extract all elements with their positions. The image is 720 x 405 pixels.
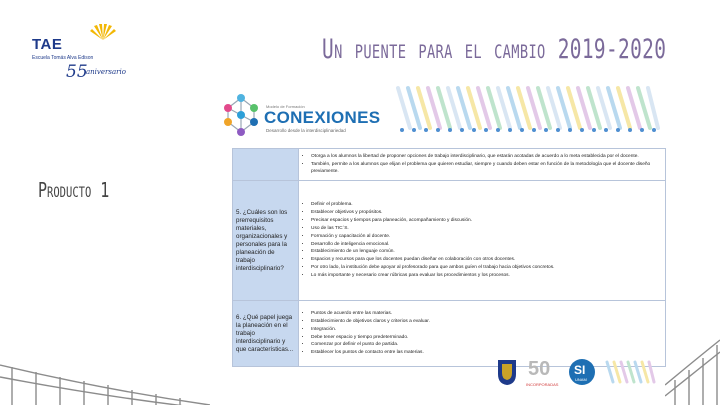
answer-item: • Desarrollo de inteligencia emocional.: [311, 241, 665, 249]
brand-name: CONEXIONES: [264, 108, 381, 127]
document-panel: [220, 84, 666, 356]
logo-50-subtitle: INCORPORADAS: [526, 382, 559, 387]
answer-item: • Debe tener espacio y tiempo predeterminado.: [311, 334, 665, 342]
answer-list: [299, 153, 665, 177]
product-label: Producto 1: [38, 178, 110, 202]
question-cell: [233, 149, 299, 181]
question-text: 5. ¿Cuáles son los prerrequisitos materiales, organizacionales y personales para la planeación de trabajo interdisciplinario?: [236, 208, 288, 272]
logo-school: Escuela Tomás Alva Edison: [32, 55, 94, 61]
si-unam-logo: [568, 358, 596, 386]
conexiones-logo: [220, 92, 380, 140]
answer-item: • También, permite a los alumnos que elijan el problema que quieren estudiar, siempre y cuando deben estar en función de la metodología que el docente diseño previamente.: [311, 161, 665, 177]
unam-seal-icon: [496, 358, 518, 386]
logo-anniversary-number: 55: [66, 62, 88, 82]
answer-item: • Espacios y recursos para que los docentes puedan diseñar en colaboración con otros docentes.: [311, 256, 665, 264]
question-cell: [233, 181, 299, 301]
answer-item: • Formación y capacitación al docente.: [311, 233, 665, 241]
logo-name: TAE: [32, 36, 63, 53]
answer-item: • Establecer los puntos de contacto entre las materias.: [311, 349, 665, 357]
content-table: [232, 148, 666, 367]
50-aniversario-logo: [526, 358, 560, 392]
school-logo: [30, 22, 160, 82]
logo-si-text: SI: [574, 363, 586, 377]
conexiones-stripes-graphic: [396, 84, 666, 134]
table-row: [233, 149, 666, 181]
answer-item: • Establecimiento de un lenguaje común.: [311, 248, 665, 256]
table-row: [233, 181, 666, 301]
brand-small: Modelo de Formación: [266, 104, 305, 109]
slide-title: Un puente para el cambio 2019-2020: [322, 34, 667, 65]
answer-item: • Por otro lado, la institución debe apoyar al profesorado para que ambos guíen el trabajo hacia objetivos concretos.: [311, 264, 665, 272]
logo-50-number: 50: [528, 358, 551, 380]
answer-item: • Puntos de acuerdo entre las materias.: [311, 310, 665, 318]
answer-item: • Integración.: [311, 326, 665, 334]
bridge-decoration-right: [665, 330, 720, 405]
question-text: [233, 163, 298, 167]
answer-item: • Precisar espacios y tiempos para planeación, acompañamiento y discusión.: [311, 217, 665, 225]
table-row: [233, 301, 666, 367]
logo-anniversary-text: aniversario: [86, 68, 126, 76]
conexiones-stripes-logo: [604, 358, 656, 386]
answer-cell: [299, 149, 666, 181]
brand-tagline: Desarrollo desde la interdisciplinariedad: [266, 128, 346, 133]
answer-item: • Definir el problema.: [311, 201, 665, 209]
question-text: 6. ¿Qué papel juega la planeación en el trabajo interdisciplinario y que características...: [236, 313, 294, 353]
answer-item: • Establecimiento de objetivos claros y criterios a evaluar.: [311, 318, 665, 326]
answer-item: • Comenzar por definir el punto de partida.: [311, 341, 665, 349]
question-cell: [233, 301, 299, 367]
answer-cell: [299, 301, 666, 367]
sun-icon: [88, 22, 118, 52]
answer-list: [299, 201, 665, 280]
bridge-decoration-left: [0, 335, 210, 405]
answer-item: • Otorga a los alumnos la libertad de proponer opciones de trabajo interdisciplinario, que estarán acotadas de acuerdo a lo meta establecida por el docente.: [311, 153, 665, 161]
answer-item: • Establecer objetivos y propósitos.: [311, 209, 665, 217]
logo-si-subtitle: UNAM: [575, 377, 587, 382]
answer-list: [299, 310, 665, 357]
answer-item: • Uso de las TIC´S.: [311, 225, 665, 233]
answer-cell: [299, 181, 666, 301]
footer-logos: [496, 358, 656, 394]
conexiones-network-icon: [220, 92, 262, 138]
answer-item: • Lo más importante y necesario crear rúbricas para evaluar los procedimientos y los procesos.: [311, 272, 665, 280]
